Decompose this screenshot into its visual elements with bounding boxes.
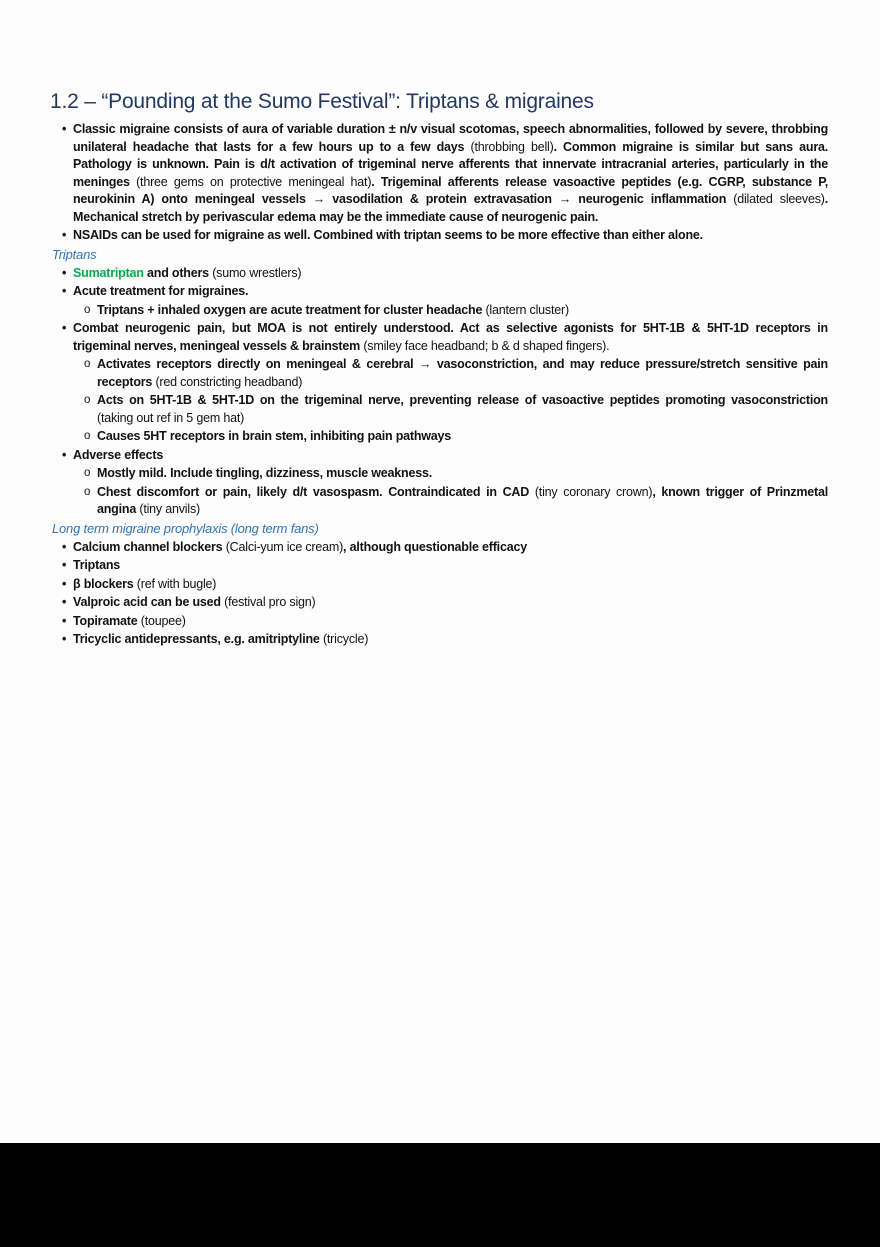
section-heading: Long term migraine prophylaxis (long term fans): [52, 520, 319, 536]
bullet-dot-icon: •: [62, 265, 67, 280]
list-item-text: Causes 5HT receptors in brain stem, inhibiting pain pathways: [97, 429, 452, 443]
list-item: [0, 283, 880, 301]
bottom-black-band: [0, 1143, 880, 1247]
bullet-circle-icon: o: [84, 485, 91, 498]
bullet-dot-icon: •: [62, 228, 67, 242]
list-item: [0, 576, 880, 594]
list-item: [0, 447, 880, 465]
bullet-dot-icon: •: [62, 321, 67, 335]
page-title: 1.2 – “Pounding at the Sumo Festival”: Triptans & migraines: [50, 90, 594, 113]
list-item-text: Sumatriptan and others (sumo wrestlers): [73, 265, 302, 280]
list-item-text: Tricyclic antidepressants, e.g. amitriptyline (tricycle): [73, 632, 369, 646]
bullet-dot-icon: •: [62, 447, 67, 462]
list-item: [0, 265, 880, 283]
bullet-dot-icon: •: [62, 122, 67, 136]
list-item: [0, 302, 880, 320]
bullet-circle-icon: o: [84, 430, 91, 442]
list-item-text: NSAIDs can be used for migraine as well. Combined with triptan seems to be more effective than either alone.: [73, 228, 703, 242]
list-item: [0, 392, 880, 427]
list-item: [0, 631, 880, 649]
list-item-text: Topiramate (toupee): [73, 613, 186, 628]
bullet-dot-icon: •: [62, 539, 67, 554]
list-item-text: Combat neurogenic pain, but MOA is not entirely understood. Act as selective agonists for 5HT-1B & 5HT-1D receptors in trigeminal nerves, meningeal vessels & brainstem (smiley face headband; b & d shaped fingers).: [73, 321, 828, 353]
list-item: [0, 121, 880, 226]
list-item: [0, 320, 880, 355]
bullet-dot-icon: •: [62, 632, 67, 646]
list-item-text: Chest discomfort or pain, likely d/t vasospasm. Contraindicated in CAD (tiny coronary crown), known trigger of Prinzmetal angina (tiny anvils): [97, 484, 829, 516]
bullet-circle-icon: o: [84, 394, 91, 406]
bullet-circle-icon: o: [84, 358, 91, 370]
list-item: [0, 227, 880, 245]
list-item: [0, 539, 880, 557]
bullet-dot-icon: •: [62, 613, 67, 628]
list-item: [0, 613, 880, 631]
list-item: [0, 484, 880, 519]
list-item-text: Acts on 5HT-1B & 5HT-1D on the trigeminal nerve, preventing release of vasoactive peptides promoting vasoconstriction (taking out ref in 5 gem hat): [97, 393, 828, 425]
content-list: [0, 121, 880, 649]
list-item-text: β blockers (ref with bugle): [73, 576, 217, 591]
bullet-circle-icon: o: [84, 303, 91, 316]
list-item-text: Adverse effects: [73, 447, 164, 462]
bullet-dot-icon: •: [62, 595, 67, 609]
bullet-dot-icon: •: [62, 284, 67, 298]
bullet-dot-icon: •: [62, 558, 67, 572]
list-item: [0, 557, 880, 575]
bullet-dot-icon: •: [62, 576, 67, 591]
list-item: [0, 428, 880, 446]
section-heading: Triptans: [52, 246, 97, 262]
list-item-text: Valproic acid can be used (festival pro sign): [73, 595, 316, 609]
list-item-text: Triptans + inhaled oxygen are acute treatment for cluster headache (lantern cluster): [97, 302, 569, 317]
list-item: [0, 356, 880, 391]
list-item: [0, 594, 880, 612]
list-item-text: Activates receptors directly on meningeal & cerebral → vasoconstriction, and may reduce pressure/stretch sensitive pain receptors (red constricting headband): [97, 357, 828, 389]
bullet-circle-icon: o: [84, 467, 91, 479]
list-item-text: Classic migraine consists of aura of variable duration ± n/v visual scotomas, speech abnormalities, followed by severe, throbbing unilateral headache that lasts for a few hours up to a few days (throbbing bell). Common migraine is similar but sans aura. Pathology is unknown. Pain is d/t activation of trigeminal nerve afferents that innervate intracranial arteries, particularly in the meninges (three gems on protective meningeal hat). Trigeminal afferents release vasoactive peptides (e.g. CGRP, substance P, neurokinin A) onto meningeal vessels → vasodilation & protein extravasation → neurogenic inflammation (dilated sleeves). Mechanical stretch by perivascular edema may be the immediate cause of neurogenic pain.: [73, 122, 829, 224]
list-item-text: Triptans: [73, 558, 121, 572]
list-item-text: Calcium channel blockers (Calci-yum ice cream), although questionable efficacy: [73, 539, 527, 554]
list-item-text: Mostly mild. Include tingling, dizziness, muscle weakness.: [97, 466, 433, 480]
list-item-text: Acute treatment for migraines.: [73, 284, 249, 298]
list-item: [0, 465, 880, 483]
